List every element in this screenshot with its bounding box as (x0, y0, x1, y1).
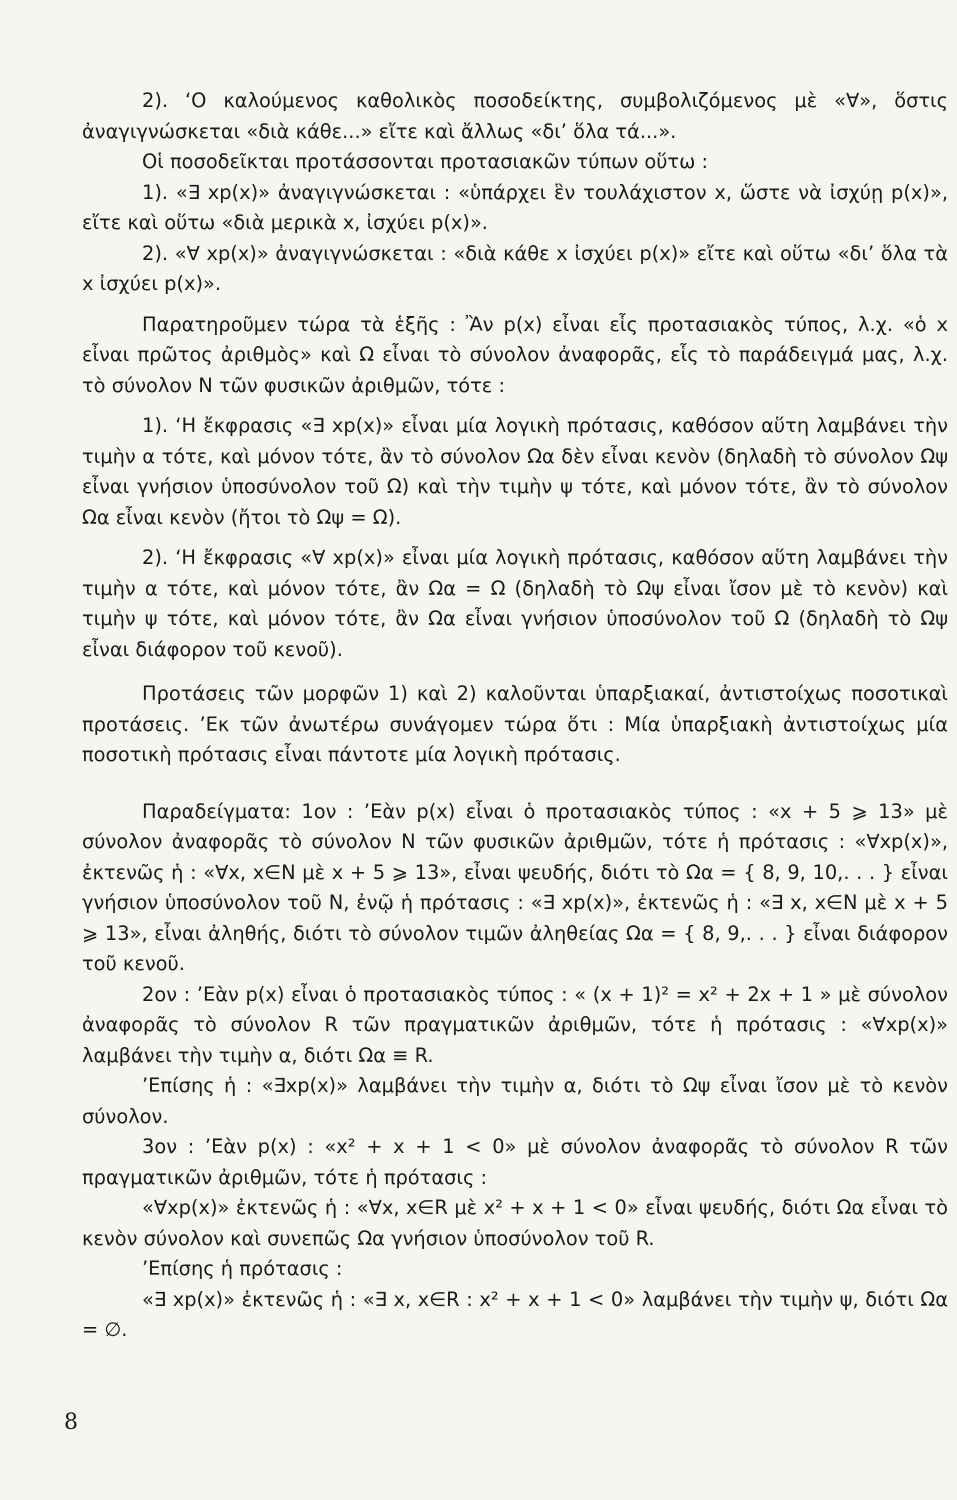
page-body (82, 86, 948, 1346)
paragraph-universal-quantifier: 2). ‘Ο καλούμενος καθολικὸς ποσοδείκτης, συμβολιζόμενος μὲ «∀», ὅστις ἀναγιγνώσκεται «διὰ κάθε...» εἴτε καὶ ἄλλως «δι’ ὅλα τά...». (82, 89, 948, 143)
paragraph-universal-reading: 2). «∀ xp(x)» ἀναγιγνώσκεται : «διὰ κάθε x ἰσχύει p(x)» εἴτε καὶ οὕτω «δι’ ὅλα τὰ x ἰσχύει p(x)». (82, 241, 948, 295)
paragraph-example-3-also: ’Επίσης ἡ πρότασις : (142, 1257, 343, 1280)
paragraph-example-2-also: ’Επίσης ἡ : «∃xp(x)» λαμβάνει τὴν τιμὴν α, διότι τὸ Ωψ εἶναι ἴσον μὲ τὸ κενὸν σύνολον. (82, 1074, 948, 1128)
paragraph-existential-reading: 1). «∃ xp(x)» ἀναγιγνώσκεται : «ὑπάρχει ἓν τουλάχιστον x, ὥστε νὰ ἰσχύῃ p(x)», εἴτε καὶ οὕτω «διὰ μερικὰ x, ἰσχύει p(x)». (82, 180, 948, 234)
paragraph-existential-truth: 1). ‘Η ἔκφρασις «∃ xp(x)» εἶναι μία λογικὴ πρότασις, καθόσον αὕτη λαμβάνει τὴν τιμὴν α τότε, καὶ μόνον τότε, ἂν τὸ σύνολον Ωα δὲν εἶναι κενὸν (δηλαδὴ τὸ σύνολον Ωψ εἶναι γνήσιον ὑποσύνολον τοῦ Ω) καὶ τὴν τιμὴν ψ τότε, καὶ μόνον τότε, ἂν τὸ σύνολον Ωα εἶναι κενὸν (ἤτοι τὸ Ωψ = Ω). (82, 414, 948, 529)
paragraph-universal-truth: 2). ‘Η ἔκφρασις «∀ xp(x)» εἶναι μία λογικὴ πρότασις, καθόσον αὕτη λαμβάνει τὴν τιμὴν α τότε, καὶ μόνον τότε, ἂν Ωα = Ω (δηλαδὴ τὸ Ωψ εἶναι ἴσον μὲ τὸ κενὸν) καὶ τιμὴν ψ τότε, καὶ μόνον τότε, ἂν Ωα εἶναι γνήσιον ὑποσύνολον τοῦ Ω (δηλαδὴ τὸ Ωψ εἶναι διάφορον τοῦ κενοῦ). (82, 546, 948, 661)
paragraph-quantifiers-intro: Οἱ ποσοδεῖκται προτάσσονται προτασιακῶν τύπων οὕτω : (142, 150, 709, 173)
paragraph-observation: Παρατηροῦμεν τώρα τὰ ἑξῆς : Ἂν p(x) εἶναι εἷς προτασιακὸς τύπος, λ.χ. «ὁ x εἶναι πρῶτος ἀριθμὸς» καὶ Ω εἶναι τὸ σύνολον ἀναφορᾶς, εἷς τὸ παράδειγμά μας, λ.χ. τὸ σύνολον N τῶν φυσικῶν ἀριθμῶν, τότε : (82, 312, 948, 397)
paragraph-example-3-existential: «∃ xp(x)» ἐκτενῶς ἡ : «∃ x, x∈R : x² + x + 1 < 0» λαμβάνει τὴν τιμὴν ψ, διότι Ωα = ∅. (82, 1287, 948, 1341)
paragraph-conclusion: Προτάσεις τῶν μορφῶν 1) καὶ 2) καλοῦνται ὑπαρξιακαί, ἀντιστοίχως ποσοτικαὶ προτάσεις. ’Εκ τῶν ἀνωτέρω συνάγομεν τώρα ὅτι : Μία ὑπαρξιακὴ ἀντιστοίχως μία ποσοτικὴ πρότασις εἶναι πάντοτε μία λογικὴ πρότασις. (82, 682, 948, 766)
paragraph-example-2: 2ον : ’Εὰν p(x) εἶναι ὁ προτασιακὸς τύπος : « (x + 1)² = x² + 2x + 1 » μὲ σύνολον ἀναφορᾶς τὸ σύνολον R τῶν πραγματικῶν ἀριθμῶν, τότε ἡ πρότασις : «∀xp(x)» λαμβάνει τὴν τιμὴν α, διότι Ωα ≡ R. (82, 982, 948, 1067)
page-number: 8 (64, 1410, 78, 1435)
paragraph-example-3: 3ον : ’Εὰν p(x) : «x² + x + 1 < 0» μὲ σύνολον ἀναφορᾶς τὸ σύνολον R τῶν πραγματικῶν ἀριθμῶν, τότε ἡ πρότασις : (82, 1135, 948, 1189)
paragraph-example-1: Παραδείγματα: 1ον : ’Εὰν p(x) εἶναι ὁ προτασιακὸς τύπος : «x + 5 ⩾ 13» μὲ σύνολον ἀναφορᾶς τὸ σύνολον N τῶν φυσικῶν ἀριθμῶν, τότε ἡ πρότασις : «∀xp(x)», ἐκτενῶς ἡ : «∀x, x∈N μὲ x + 5 ⩾ 13», εἶναι ψευδής, διότι τὸ Ωα = { 8, 9, 10,. . . } εἶναι γνήσιον ὑποσύνολον τοῦ N, ἐνῷ ἡ πρότασις : «∃ xp(x)», ἐκτενῶς ἡ : «∃ x, x∈N μὲ x + 5 ⩾ 13», εἶναι ἀληθής, διότι τὸ σύνολον τιμῶν ἀληθείας Ωα = { 8, 9,. . . } εἶναι διάφορον τοῦ κενοῦ. (82, 799, 948, 975)
paragraph-example-3-universal: «∀xp(x)» ἐκτενῶς ἡ : «∀x, x∈R μὲ x² + x + 1 < 0» εἶναι ψευδής, διότι Ωα εἶναι τὸ κενὸν σύνολον καὶ συνεπῶς Ωα γνήσιον ὑποσύνολον τοῦ R. (82, 1196, 948, 1250)
